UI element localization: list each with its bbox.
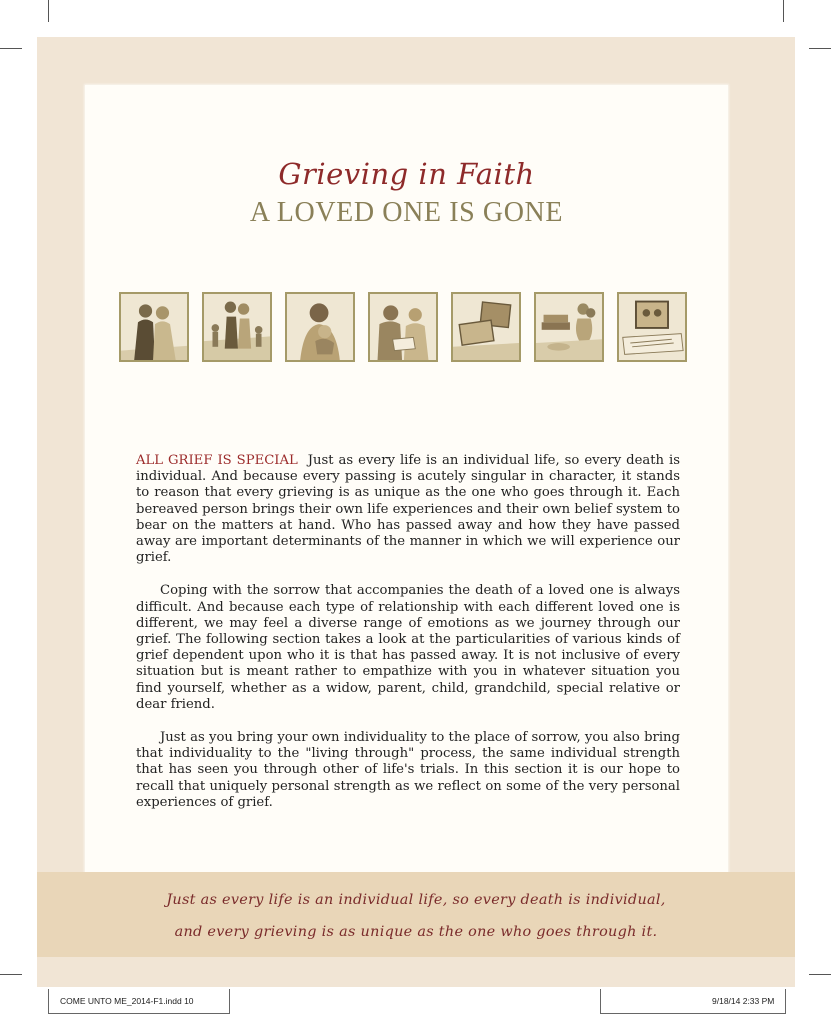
paragraph-1-text: Just as every life is an individual life, so every death is individual. And because every passing is acutely singular in character, it stands to reason that every grieving is as unique as the one who goes through it. Each bereaved person brings their own life experiences and their own belief system to bear on the matters at hand. Who has passed away and how they have passed away are important determinants of the manner in which we will experience our grief.: [136, 453, 680, 566]
pull-quote-line-2: and every grieving is as unique as the one who goes through it.: [174, 924, 658, 940]
family-walking-illustration: [202, 292, 272, 362]
section-lead: ALL GRIEF IS SPECIAL: [136, 453, 298, 468]
slug-filename: COME UNTO ME_2014-F1.indd 10: [60, 996, 194, 1006]
mother-child-illustration: [285, 292, 355, 362]
couple-embrace-illustration: [119, 292, 189, 362]
body-text: [136, 453, 680, 828]
content-card: [85, 85, 728, 909]
page-title: A LOVED ONE IS GONE: [249, 197, 564, 228]
crop-mark: [809, 974, 831, 975]
books-vase-illustration: [534, 292, 604, 362]
pull-quote-line-1: Just as every life is an individual life, so every death is individual,: [166, 892, 666, 908]
page: [37, 37, 795, 987]
paragraph-1: [136, 453, 680, 566]
slug-timestamp: 9/18/14 2:33 PM: [712, 996, 775, 1006]
photo-frames-illustration: [451, 292, 521, 362]
crop-mark: [0, 974, 22, 975]
paragraph-2: Coping with the sorrow that accompanies the death of a loved one is always difficult. And because each type of relationship with each different loved one is different, we may feel a diverse range of emotions as we journey through our grief. The following section takes a look at the particularities of various kinds of grief dependent upon who it is that has passed away. It is not inclusive of every situation but is meant rather to empathize with you in whatever situation you find yourself, whether as a widow, parent, child, grandchild, special relative or dear friend.: [136, 583, 680, 712]
framed-photo-desk-illustration: [617, 292, 687, 362]
crop-mark: [809, 48, 831, 49]
illustration-strip: [119, 292, 695, 366]
crop-mark: [0, 48, 22, 49]
page-title-script: Grieving in Faith: [278, 157, 535, 191]
paragraph-3: Just as you bring your own individuality to the place of sorrow, you also bring that individuality to the "living through" process, the same individual strength that has seen you through other of life's trials. In this section it is our hope to recall that uniquely personal strength as we reflect on some of the very personal experiences of grief.: [136, 730, 680, 810]
crop-mark: [783, 0, 784, 22]
grandparent-reading-illustration: [368, 292, 438, 362]
pull-quote-band: [37, 872, 795, 957]
crop-mark: [48, 0, 49, 22]
